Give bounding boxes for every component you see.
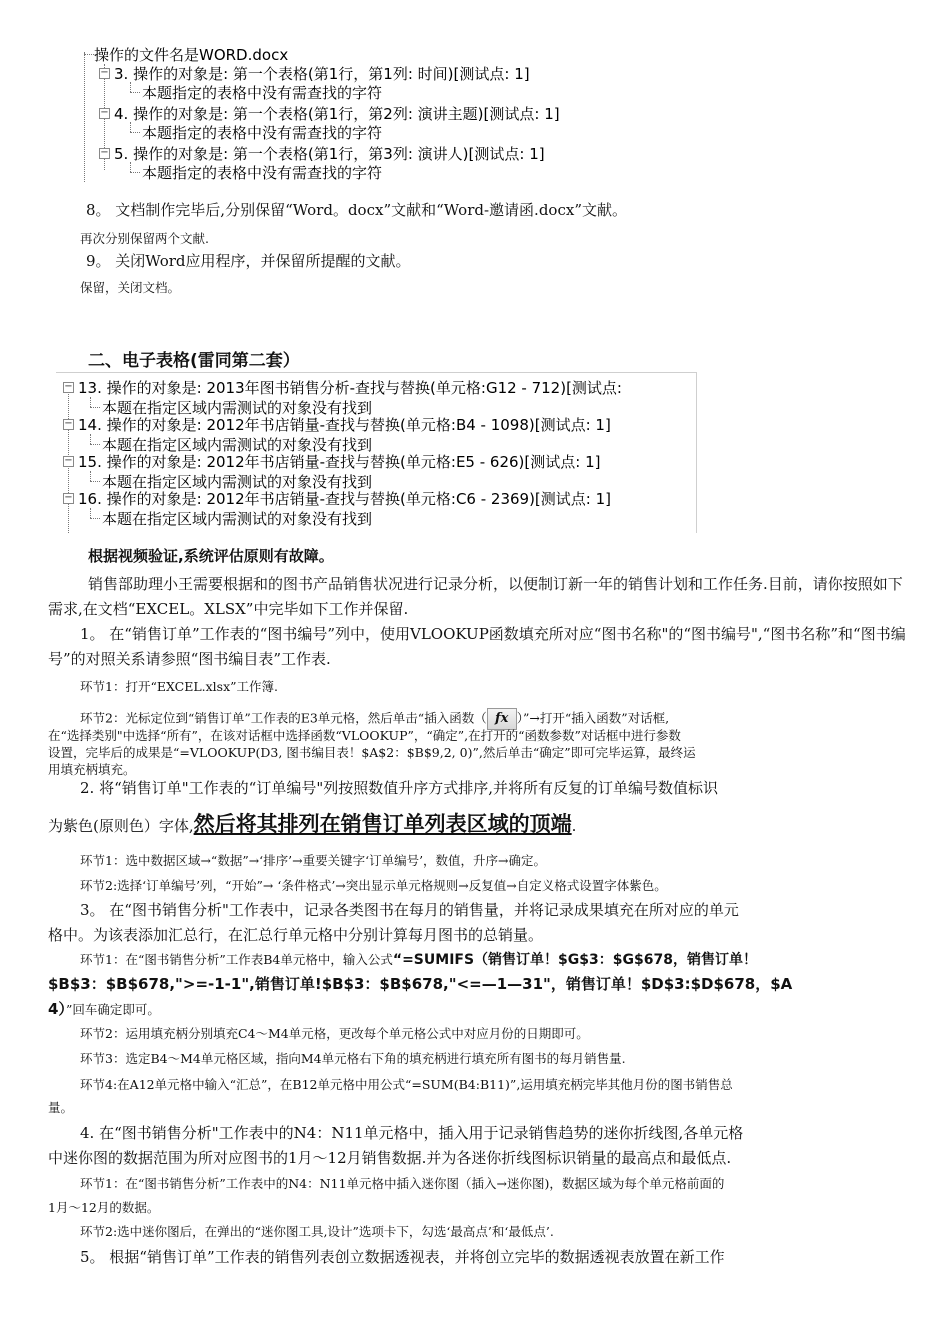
tree-item-16-result: 本题在指定区域内需测试的对象没有找到: [102, 510, 373, 528]
q3-formula-part3: 4）: [48, 1000, 66, 1018]
q1-step-1: 环节1：打开“EXCEL.xlsx”工作簿.: [80, 679, 278, 694]
question-3-line1: 3。 在“图书销售分析"工作表中，记录各类图书在每月的销售量，并将记录成果填充在所对应的单元: [80, 901, 739, 919]
tree-root-label: 操作的文件名是WORD.docx: [94, 46, 289, 64]
step-8-note: 再次分别保留两个文献.: [80, 231, 209, 246]
step-8-text: 8。 文档制作完毕后,分别保留“Word。docx”文献和“Word-邀请函.docx”文献。: [86, 201, 627, 219]
question-1: 1。 在“销售订单”工作表的“图书编号”列中，使用VLOOKUP函数填充所对应“图书名称"的“图书编号",“图书名称”和“图书编号”的对照关系请参照“图书编目表”工作表.: [48, 625, 906, 668]
q3-step-1-line1: [80, 950, 757, 970]
q3-step-1-end: ”回车确定即可。: [65, 1002, 160, 1017]
q2-step-2: 环节2:选择‘订单编号’列，“开始”→ ‘条件格式’→突出显示单元格规则→反复值→自定义格式设置字体紫色。: [80, 878, 667, 893]
tree-item-16[interactable]: 16. 操作的对象是: 2012年书店销量-查找与替换(单元格:C6 - 2369)[测试点: 1]: [78, 490, 612, 508]
tree-item-4-result: 本题指定的表格中没有需查找的字符: [142, 124, 383, 142]
tree-item-13[interactable]: 13. 操作的对象是: 2013年图书销售分析-查找与替换(单元格:G12 - 712)[测试点:: [78, 379, 622, 397]
q1-step-2-text-b: ）”→打开“插入函数”对话框,: [516, 710, 670, 726]
tree-item-15-result: 本题在指定区域内需测试的对象没有找到: [102, 473, 373, 491]
q4-step-1-line2: 1月～12月的数据。: [48, 1200, 160, 1215]
question-2-text: 为紫色(原则色）字体,: [48, 817, 194, 835]
q3-formula-part1: “=SUMIFS（销售订单！$G$3：$G$678，销售订单！: [392, 952, 757, 968]
q3-step-4-line2: 量。: [48, 1100, 74, 1115]
q4-step-2: 环节2:选中迷你图后，在弹出的“迷你图工具,设计”选项卡下，勾选‘最高点’和‘最低点’.: [80, 1224, 554, 1239]
collapse-icon[interactable]: −: [64, 492, 73, 503]
question-2-line2: [48, 808, 576, 838]
tree-item-5-result: 本题指定的表格中没有需查找的字符: [142, 164, 383, 182]
q3-step-2: 环节2：运用填充柄分别填充C4～M4单元格，更改每个单元格公式中对应月份的日期即可。: [80, 1026, 589, 1041]
question-2-end: .: [571, 817, 577, 835]
tree-item-14-result: 本题在指定区域内需测试的对象没有找到: [102, 436, 373, 454]
tree-item-15[interactable]: 15. 操作的对象是: 2012年书店销量-查找与替换(单元格:E5 - 626)[测试点: 1]: [78, 453, 601, 471]
q3-step-1-text: 环节1：在“图书销售分析”工作表B4单元格中，输入公式: [80, 952, 393, 967]
q1-step-2-line3: 设置，完毕后的成果是“=VLOOKUP(D3, 图书编目表！$A$2：$B$9,2, 0)”,然后单击“确定”即可完毕运算，最终运: [48, 745, 696, 760]
question-4-line1: 4. 在“图书销售分析"工作表中的N4：N11单元格中，插入用于记录销售趋势的迷你折线图,各单元格: [80, 1124, 744, 1142]
step-9-text: 9。 关闭Word应用程序，并保留所提醒的文献。: [86, 252, 411, 270]
q3-step-4-line1: 环节4:在A12单元格中输入“汇总”，在B12单元格中用公式“=SUM(B4:B11)”,运用填充柄完毕其他月份的图书销售总: [80, 1077, 733, 1092]
question-4-line2: 中迷你图的数据范围为所对应图书的1月～12月销售数据.并为各迷你折线图标识销量的最高点和最低点.: [48, 1149, 732, 1167]
q2-step-1: 环节1：选中数据区域→“数据”→‘排序’→重要关键字‘订单编号’，数值，升序→确定。: [80, 853, 547, 868]
collapse-icon[interactable]: −: [100, 107, 109, 118]
tree-item-14[interactable]: 14. 操作的对象是: 2012年书店销量-查找与替换(单元格:B4 - 1098)[测试点: 1]: [78, 416, 611, 434]
q1-step-2-line4: 用填充柄填充。: [48, 762, 136, 777]
tree-item-3[interactable]: 3. 操作的对象是: 第一个表格(第1行，第1列: 时间)[测试点: 1]: [114, 65, 530, 83]
verify-note: 根据视频验证,系统评估原则有故障。: [88, 547, 334, 565]
q1-step-2-text-a: 环节2：光标定位到“销售订单”工作表的E3单元格，然后单击“插入函数（: [80, 710, 487, 726]
result-tree-excel: [56, 372, 697, 533]
question-5: 5。 根据“销售订单”工作表的销售列表创立数据透视表，并将创立完毕的数据透视表放置在新工作: [80, 1248, 725, 1266]
q1-step-2-line2: 在“选择类别"中选择“所有”，在该对话框中选择函数“VLOOKUP”，“确定”,在打开的“函数参数”对话框中进行参数: [48, 728, 681, 743]
q3-step-3: 环节3：选定B4～M4单元格区域，指向M4单元格右下角的填充柄进行填充所有图书的每月销售量.: [80, 1051, 626, 1066]
tree-item-5[interactable]: 5. 操作的对象是: 第一个表格(第1行，第3列: 演讲人)[测试点: 1]: [114, 145, 545, 163]
collapse-icon[interactable]: −: [100, 147, 109, 158]
tree-item-13-result: 本题在指定区域内需测试的对象没有找到: [102, 399, 373, 417]
step-9-note: 保留，关闭文档。: [80, 280, 181, 295]
collapse-icon[interactable]: −: [64, 381, 73, 392]
q3-step-1-line3: [48, 998, 160, 1019]
question-2-line1: 2. 将“销售订单"工作表的“订单编号"列按照数值升序方式排序,并将所有反复的订单编号数值标识: [80, 779, 718, 797]
question-2-emphasis: 然后将其排列在销售订单列表区域的顶端: [193, 812, 572, 836]
collapse-icon[interactable]: −: [64, 455, 73, 466]
q3-formula-part2: $B$3：$B$678,">=-1-1",销售订单!$B$3：$B$678,"<=—1—31"，销售订单！$D$3:$D$678，$A: [48, 975, 793, 993]
tree-item-4[interactable]: 4. 操作的对象是: 第一个表格(第1行，第2列: 演讲主题)[测试点: 1]: [114, 105, 560, 123]
q4-step-1-line1: 环节1：在“图书销售分析”工作表中的N4：N11单元格中插入迷你图（插入→迷你图)，数据区域为每个单元格前面的: [80, 1176, 725, 1191]
collapse-icon[interactable]: −: [64, 418, 73, 429]
result-tree-word: [76, 44, 636, 182]
intro-paragraph: 销售部助理小王需要根据和的图书产品销售状况进行记录分析，以便制订新一年的销售计划和工作任务.目前，请你按照如下需求,在文档“EXCEL。XLSX”中完毕如下工作并保留.: [48, 575, 903, 618]
insert-function-icon: fx: [487, 708, 517, 730]
section-heading: 二、电子表格(雷同第二套）: [88, 351, 300, 371]
question-3-line2: 格中。为该表添加汇总行，在汇总行单元格中分别计算每月图书的总销量。: [48, 926, 544, 944]
collapse-icon[interactable]: −: [100, 67, 109, 78]
tree-item-3-result: 本题指定的表格中没有需查找的字符: [142, 84, 383, 102]
